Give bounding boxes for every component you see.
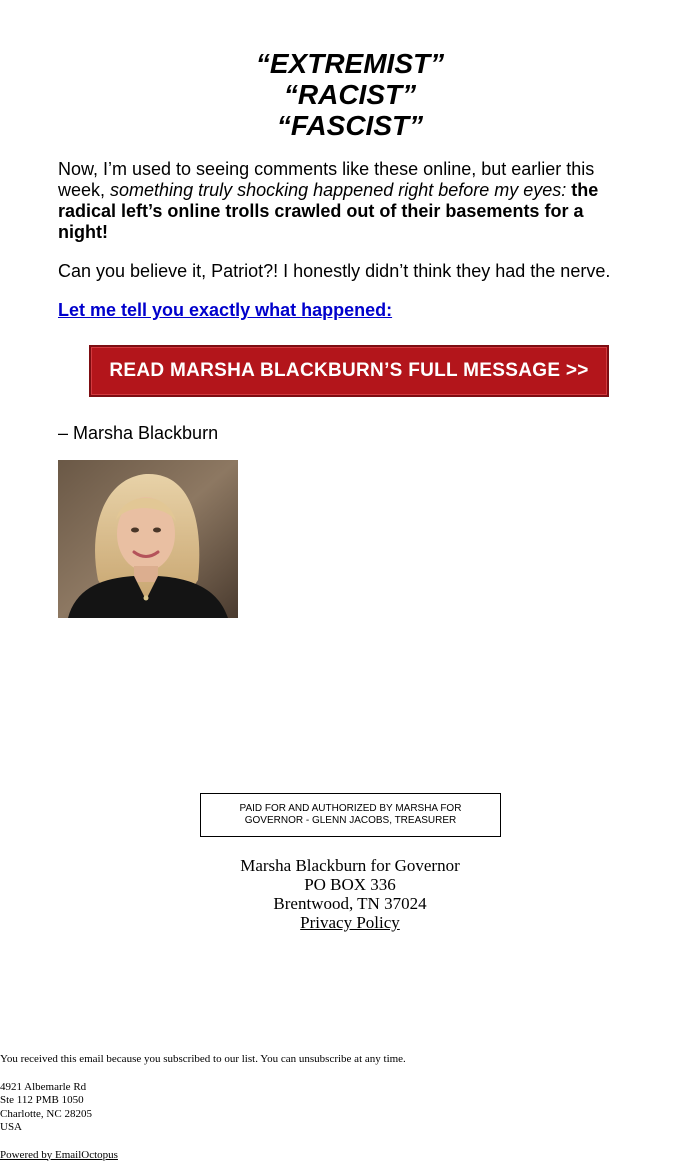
powered-by-link[interactable]: Powered by EmailOctopus: [0, 1148, 118, 1161]
paid-for-disclaimer: PAID FOR AND AUTHORIZED BY MARSHA FOR GOVERNOR - GLENN JACOBS, TREASURER: [200, 793, 501, 837]
sender-address-line-3: Charlotte, NC 28205: [0, 1107, 92, 1120]
campaign-po-box: PO BOX 336: [304, 875, 396, 894]
headline: [0, 48, 700, 141]
cta-label: READ MARSHA BLACKBURN’S FULL MESSAGE >>: [109, 360, 589, 381]
campaign-address: [0, 856, 700, 932]
read-full-message-button[interactable]: [89, 345, 609, 397]
intro-italic-text: something truly shocking happened right before my eyes:: [110, 180, 567, 200]
campaign-city: Brentwood, TN 37024: [273, 894, 427, 913]
sender-address: [0, 1081, 700, 1135]
privacy-policy-link[interactable]: Privacy Policy: [300, 913, 400, 932]
headline-line-1: “EXTREMIST”: [255, 48, 445, 79]
story-link[interactable]: Let me tell you exactly what happened:: [58, 300, 393, 320]
signature: – Marsha Blackburn: [58, 423, 219, 443]
portrait-photo: [58, 460, 238, 618]
story-link-paragraph: [58, 300, 638, 321]
email-footer: [0, 1053, 700, 1162]
sender-address-line-1: 4921 Albemarle Rd: [0, 1080, 87, 1093]
headline-line-3: “FASCIST”: [276, 110, 424, 141]
sender-address-line-2: Ste 112 PMB 1050: [0, 1094, 84, 1106]
intro-text: Now, I’m used to seeing comments like these online, but earlier this week,: [58, 159, 595, 200]
subscription-notice: You received this email because you subscribed to our list. You can unsubscribe at any time.: [0, 1053, 406, 1065]
patriot-paragraph: Can you believe it, Patriot?! I honestly didn’t think they had the nerve.: [58, 261, 611, 281]
campaign-name: Marsha Blackburn for Governor: [240, 856, 460, 875]
headline-line-2: “RACIST”: [283, 79, 417, 110]
intro-paragraph: [58, 159, 638, 243]
intro-bold-text: the radical left’s online trolls crawled out of their basements for a night!: [58, 180, 599, 242]
sender-address-line-4: USA: [0, 1121, 23, 1133]
